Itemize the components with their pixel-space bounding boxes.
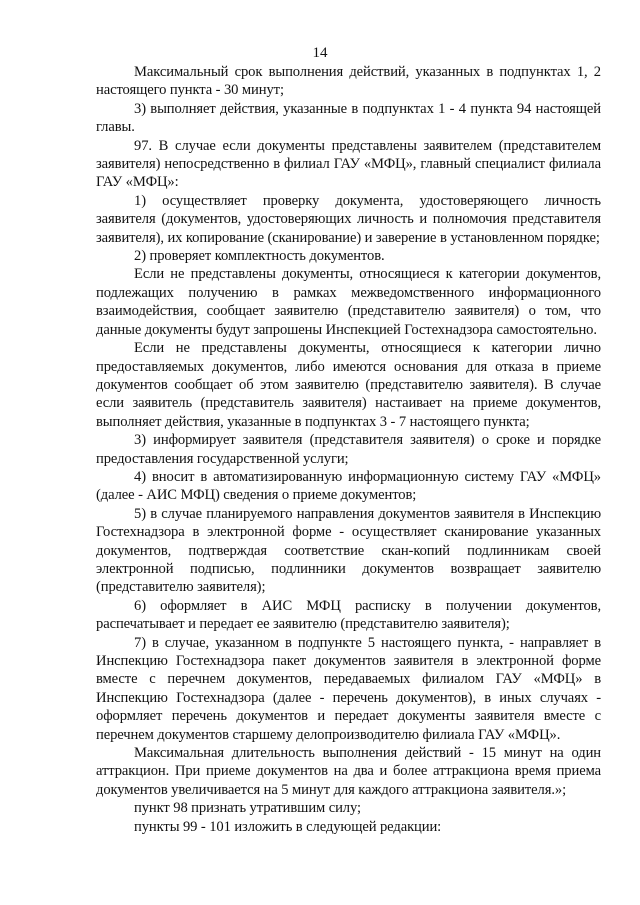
paragraph-personal-documents: Если не представлены документы, относящиеся к категории лично предоставляемых документов, либо имеются основания для отказа в приеме документов сообщает об этом заявителю (представителю заявителя). В случае если заявитель (представитель заявителя) настаивает на приеме документов, выполняет действия, указанные в подпунктах 3 - 7 настоящего пункта;: [96, 340, 601, 430]
paragraph-max-time-subpoints: Максимальный срок выполнения действий, указанных в подпунктах 1, 2 настоящего пункта - 30 минут;: [96, 64, 601, 99]
paragraph-subpoint-1-check-identity: 1) осуществляет проверку документа, удостоверяющего личность заявителя (документов, удостоверяющих личность и полномочия представителя заявителя), их копирование (сканирование) и заверение в установленном порядке;: [96, 192, 601, 246]
paragraph-points-99-101: пункты 99 - 101 изложить в следующей редакции:: [134, 818, 442, 835]
paragraph-subpoint-6-receipt: 6) оформляет в АИС МФЦ расписку в получении документов, распечатывает и передает ее заявителю (представителю заявителя);: [96, 597, 601, 633]
paragraph-subpoint-2-check-completeness: 2) проверяет комплектность документов.: [134, 248, 385, 265]
paragraph-point-98-void: пункт 98 признать утратившим силу;: [134, 800, 361, 817]
paragraph-subpoint-3-inform: 3) информирует заявителя (представителя заявителя) о сроке и порядке предоставления государственной услуги;: [96, 432, 601, 467]
page-number: 14: [312, 45, 328, 61]
paragraph-point-97: 97. В случае если документы представлены заявителем (представителем заявителя) непосредственно в филиал ГАУ «МФЦ», главный специалист филиала ГАУ «МФЦ»:: [96, 137, 601, 191]
paragraph-subpoint-7-send-package: 7) в случае, указанном в подпункте 5 настоящего пункта, - направляет в Инспекцию Гостехнадзора пакет документов заявителя в электронной форме вместе с перечнем документов, передаваемых филиалом ГАУ «МФЦ» в Инспекцию Гостехнадзора (далее - перечень документов), в иных случаях - оформляет перечень документов и передает документы заявителя вместе с перечнем документов старшему делопроизводителю филиала ГАУ «МФЦ».: [96, 634, 601, 743]
document-body: [96, 63, 601, 836]
paragraph-subpoint-5-scanning: 5) в случае планируемого направления документов заявителя в Инспекцию Гостехнадзора в электронной форме - осуществляет сканирование указанных документов, подтверждая соответствие скан-копий подлинникам своей электронной подписью, подлинники документов возвращает заявителю (представителю заявителя);: [96, 505, 601, 596]
paragraph-subpoint-3-actions: 3) выполняет действия, указанные в подпунктах 1 - 4 пункта 94 настоящей главы.: [96, 100, 601, 136]
paragraph-max-duration: Максимальная длительность выполнения действий - 15 минут на один аттракцион. При приеме документов на два и более аттракциона время приема документов увеличивается на 5 минут для каждого аттракциона заявителя.»;: [96, 745, 601, 798]
paragraph-subpoint-4-ais: 4) вносит в автоматизированную информационную систему ГАУ «МФЦ» (далее - АИС МФЦ) сведения о приеме документов;: [96, 468, 601, 504]
paragraph-interagency-documents: Если не представлены документы, относящиеся к категории документов, подлежащих получению в рамках межведомственного информационного взаимодействия, сообщает заявителю (представителю заявителя) о том, что данные документы будут запрошены Инспекцией Гостехнадзора самостоятельно.: [96, 266, 601, 338]
